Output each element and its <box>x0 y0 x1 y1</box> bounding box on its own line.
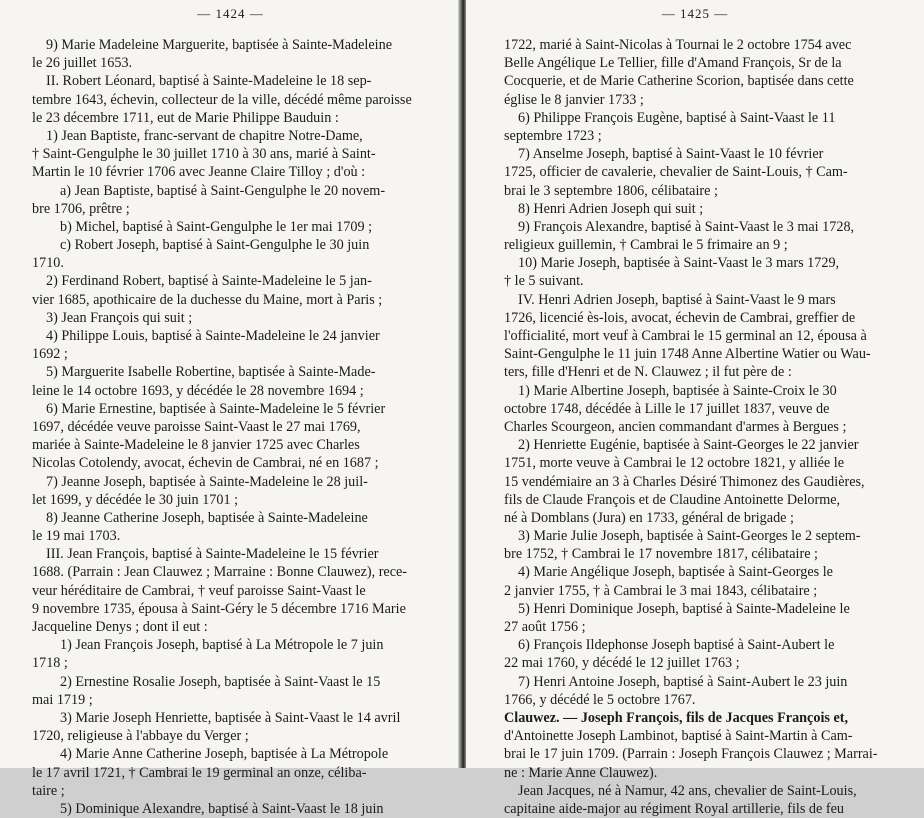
text-line: 1725, officier de cavalerie, chevalier de Saint-Louis, † Cam- <box>504 164 848 181</box>
text-line: 4) Philippe Louis, baptisé à Sainte-Madeleine le 24 janvier <box>46 328 380 344</box>
text-line: 3) Marie Julie Joseph, baptisée à Saint-Georges le 2 septem- <box>518 528 861 545</box>
text-line: 27 août 1756 ; <box>504 619 586 635</box>
right-page <box>466 0 924 817</box>
text-line: veur héréditaire de Cambrai, † veuf paroisse Saint-Vaast le <box>32 582 366 599</box>
text-line: 4) Marie Angélique Joseph, baptisée à Saint-Georges le <box>518 564 833 581</box>
text-line: 2) Henriette Eugénie, baptisée à Saint-Georges le 22 janvier <box>518 437 859 454</box>
text-line: let 1699, y décédée le 30 juin 1701 ; <box>32 491 239 508</box>
text-line: 1726, licencié ès-lois, avocat, échevin de Cambrai, greffier de <box>504 309 856 326</box>
left-page-text <box>32 36 427 818</box>
text-line: b) Michel, baptisé à Saint-Gengulphe le 1er mai 1709 ; <box>60 218 373 235</box>
text-line: † Saint-Gengulphe le 30 juillet 1710 à 30 ans, marié à Saint- <box>32 146 376 163</box>
text-line: 2) Ernestine Rosalie Joseph, baptisée à Saint-Vaast le 15 <box>60 673 381 690</box>
text-line: 3) Jean François qui suit ; <box>46 309 193 326</box>
text-line: ne : Marie Anne Clauwez). <box>504 764 658 781</box>
text-line: Charles Scourgeon, ancien commandant d'armes à Bergues ; <box>504 418 847 435</box>
text-line: ters, fille d'Henri et de N. Clauwez ; il fut père de : <box>504 364 792 381</box>
text-line: vier 1685, apothicaire de la duchesse du Maine, mort à Paris ; <box>32 291 383 308</box>
text-line: d'Antoinette Joseph Lambinot, baptisé à Saint-Martin à Cam- <box>504 728 853 745</box>
text-line: a) Jean Baptiste, baptisé à Saint-Gengulphe le 20 novem- <box>60 182 386 199</box>
text-line: 1) Marie Albertine Joseph, baptisée à Sainte-Croix le 30 <box>518 382 837 399</box>
text-line: 7) Anselme Joseph, baptisé à Saint-Vaast le 10 février <box>518 146 824 163</box>
text-line: taire ; <box>32 782 65 799</box>
text-line: 6) Philippe François Eugène, baptisé à Saint-Vaast le 11 <box>518 109 836 126</box>
text-line: 9 novembre 1735, épousa à Saint-Géry le 5 décembre 1716 Marie <box>32 600 406 617</box>
text-line: 15 vendémiaire an 3 à Charles Désiré Thimonez des Gaudières, <box>504 473 865 490</box>
text-line: 7) Henri Antoine Joseph, baptisé à Saint-Aubert le 23 juin <box>518 673 848 690</box>
text-line: 5) Henri Dominique Joseph, baptisé à Sainte-Madeleine le <box>518 600 850 617</box>
text-line: mariée à Sainte-Madeleine le 8 janvier 1725 avec Charles <box>32 437 360 454</box>
text-line: Nicolas Cotolendy, avocat, échevin de Cambrai, né en 1687 ; <box>32 455 379 472</box>
text-line: 7) Jeanne Joseph, baptisée à Sainte-Madeleine le 28 juil- <box>46 473 368 490</box>
text-line: 22 mai 1760, y décédé le 12 juillet 1763 ; <box>504 655 740 672</box>
text-line: bre 1752, † Cambrai le 17 novembre 1817, célibataire ; <box>504 546 818 563</box>
text-line: 1697, décédée veuve paroisse Saint-Vaast le 27 mai 1769, <box>32 418 361 435</box>
text-line: tembre 1643, échevin, collecteur de la ville, décédé même paroisse <box>32 91 412 108</box>
text-line: 1751, morte veuve à Cambrai le 12 octobre 1821, y alliée le <box>504 455 844 472</box>
text-line: 8) Henri Adrien Joseph qui suit ; <box>518 200 704 217</box>
text-line: † le 5 suivant. <box>504 273 584 290</box>
text-line: 1692 ; <box>32 346 68 363</box>
text-line: brai le 3 septembre 1806, célibataire ; <box>504 182 718 199</box>
text-line: le 26 juillet 1653. <box>32 55 133 72</box>
text-line: 1718 ; <box>32 655 68 672</box>
text-line: Cocquerie, et de Marie Catherine Scorion, baptisée dans cette <box>504 73 854 90</box>
text-line: l'officialité, mort veuf à Cambrai le 15 germinal an 12, épousa à <box>504 328 867 344</box>
text-line: 1) Jean François Joseph, baptisé à La Métropole le 7 juin <box>60 637 384 654</box>
left-page <box>0 0 461 817</box>
text-line: le 19 mai 1703. <box>32 528 121 545</box>
text-line: 1) Jean Baptiste, franc-servant de chapitre Notre-Dame, <box>46 127 363 144</box>
page-number-right: — 1425 — <box>661 6 729 21</box>
text-line: bre 1706, prêtre ; <box>32 200 130 217</box>
right-page-text <box>504 36 896 818</box>
text-line: 3) Marie Joseph Henriette, baptisée à Saint-Vaast le 14 avril <box>60 709 401 726</box>
text-line: Saint-Gengulphe le 11 juin 1748 Anne Albertine Watier ou Wau- <box>504 346 871 363</box>
text-line: 1688. (Parrain : Jean Clauwez ; Marraine : Bonne Clauwez), rece- <box>32 564 408 581</box>
text-line: Belle Angélique Le Tellier, fille d'Amand François, Sr de la <box>504 55 842 72</box>
text-line: fils de Claude François et de Claudine Antoinette Delorme, <box>504 491 841 508</box>
text-line: brai le 17 juin 1709. (Parrain : Joseph François Clauwez ; Marrai- <box>504 746 878 763</box>
text-line: leine le 14 octobre 1693, y décédée le 28 novembre 1694 ; <box>32 382 364 399</box>
text-line: 2 janvier 1755, † à Cambrai le 3 mai 1843, célibataire ; <box>504 582 818 599</box>
text-line: 6) François Ildephonse Joseph baptisé à Saint-Aubert le <box>518 637 835 654</box>
text-line: 9) François Alexandre, baptisé à Saint-Vaast le 3 mai 1728, <box>518 218 855 235</box>
text-line: 9) Marie Madeleine Marguerite, baptisée à Sainte-Madeleine <box>46 37 393 53</box>
text-line: 1710. <box>32 255 64 272</box>
text-line: 1720, religieuse à l'abbaye du Verger ; <box>32 728 249 745</box>
text-line: 5) Dominique Alexandre, baptisé à Saint-Vaast le 18 juin <box>60 800 384 817</box>
text-line: le 17 avril 1721, † Cambrai le 19 germinal an onze, céliba- <box>32 764 367 781</box>
text-line: 5) Marguerite Isabelle Robertine, baptisée à Sainte-Made- <box>46 364 376 381</box>
text-line: Clauwez. — Joseph François, fils de Jacques François et, <box>504 709 849 726</box>
text-line: religieux guillemin, † Cambrai le 5 frimaire an 9 ; <box>504 237 788 254</box>
page-number-left: — 1424 — <box>197 6 264 21</box>
text-line: III. Jean François, baptisé à Sainte-Madeleine le 15 février <box>46 546 379 563</box>
text-line: mai 1719 ; <box>32 691 93 708</box>
text-line: IV. Henri Adrien Joseph, baptisé à Saint-Vaast le 9 mars <box>518 291 836 308</box>
text-line: II. Robert Léonard, baptisé à Sainte-Madeleine le 18 sep- <box>46 73 372 90</box>
text-line: né à Domblans (Jura) en 1733, général de brigade ; <box>504 509 794 526</box>
text-line: 8) Jeanne Catherine Joseph, baptisée à Sainte-Madeleine <box>46 509 368 526</box>
text-line: septembre 1723 ; <box>504 127 602 144</box>
text-line: 10) Marie Joseph, baptisée à Saint-Vaast le 3 mars 1729, <box>518 255 840 272</box>
text-line: Martin le 10 février 1706 avec Jeanne Claire Tilloy ; d'où : <box>32 164 366 181</box>
text-line: c) Robert Joseph, baptisé à Saint-Gengulphe le 30 juin <box>60 237 370 254</box>
text-line: 1722, marié à Saint-Nicolas à Tournai le 2 octobre 1754 avec <box>504 37 852 53</box>
text-line: capitaine aide-major au régiment Royal artillerie, fils de feu <box>504 800 844 817</box>
text-line: Jean Jacques, né à Namur, 42 ans, chevalier de Saint-Louis, <box>518 782 857 799</box>
text-line: 6) Marie Ernestine, baptisée à Sainte-Madeleine le 5 février <box>46 400 386 417</box>
text-line: octobre 1748, décédée à Lille le 17 juillet 1837, veuve de <box>504 400 830 417</box>
text-line: 1766, y décédé le 5 octobre 1767. <box>504 691 696 708</box>
text-line: le 23 décembre 1711, eut de Marie Philippe Bauduin : <box>32 109 339 126</box>
text-line: église le 8 janvier 1733 ; <box>504 91 644 108</box>
text-line: Jacqueline Denys ; dont il eut : <box>32 619 208 635</box>
text-line: 4) Marie Anne Catherine Joseph, baptisée à La Métropole <box>60 746 389 763</box>
text-line: 2) Ferdinand Robert, baptisé à Sainte-Madeleine le 5 jan- <box>46 273 372 290</box>
